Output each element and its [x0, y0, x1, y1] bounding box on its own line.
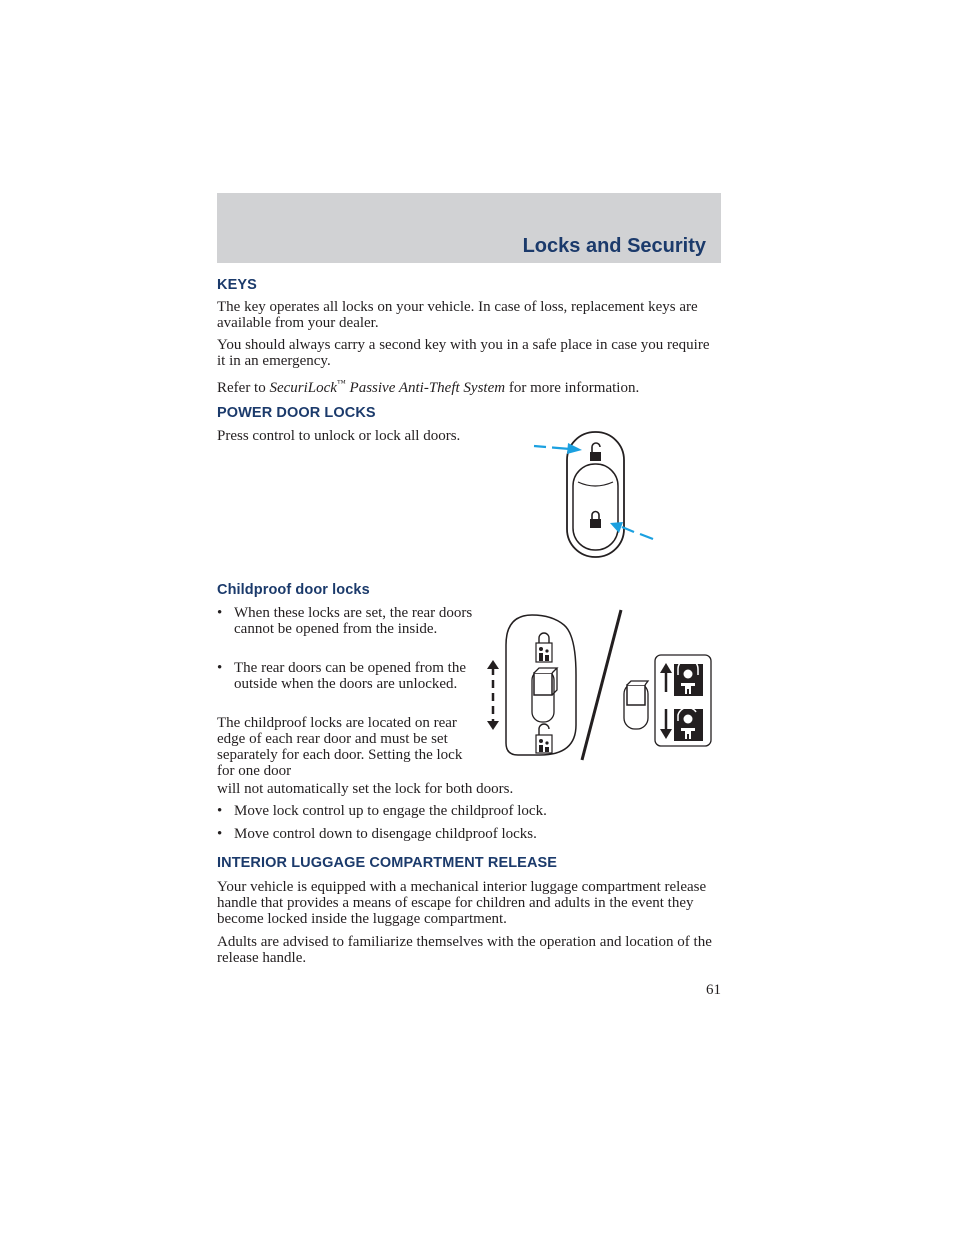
childproof-bullet-4	[217, 826, 734, 842]
keys-paragraph-3	[217, 375, 737, 396]
bullet-dot: •	[217, 826, 223, 842]
up-down-arrow-icon	[487, 660, 499, 730]
anti-theft-text: Passive Anti-Theft System	[345, 380, 506, 396]
bullet-text: Move lock control up to engage the childproof lock.	[234, 803, 547, 819]
bullet-dot: •	[217, 660, 223, 676]
bullet-text: When these locks are set, the rear doors cannot be opened from the inside.	[234, 605, 473, 637]
childproof-paragraph-start: The childproof locks are located on rear edge of each rear door and must be set separately for each door. Setting the lock for one door	[217, 715, 463, 779]
header-band	[217, 193, 721, 263]
page-title: Locks and Security	[522, 235, 706, 257]
bullet-text: Move control down to disengage childproof locks.	[234, 826, 537, 842]
childproof-bullet-2	[217, 660, 489, 692]
trademark-mark: ™	[336, 378, 346, 388]
luggage-paragraph-2: Adults are advised to familiarize themselves with the operation and location of the release handle.	[217, 934, 712, 966]
child-unlocked-icon	[674, 708, 703, 741]
luggage-paragraph-1: Your vehicle is equipped with a mechanical interior luggage compartment release handle that provides a means of escape for children and adults in the event they become locked inside the luggage compartment.	[217, 879, 707, 927]
detail-lever	[624, 681, 648, 729]
childproof-bullet-3	[217, 803, 734, 819]
securilock-text: SecuriLock	[269, 380, 337, 396]
childproof-heading: Childproof door locks	[217, 582, 370, 598]
childproof-paragraph-end: will not automatically set the lock for both doors.	[217, 781, 514, 797]
bullet-text: The rear doors can be opened from the outside when the doors are unlocked.	[234, 660, 466, 692]
keys-heading: KEYS	[217, 277, 257, 293]
luggage-heading: INTERIOR LUGGAGE COMPARTMENT RELEASE	[217, 855, 558, 871]
power-door-lock-illustration	[530, 430, 660, 562]
bullet-dot: •	[217, 803, 223, 819]
bullet-dot: •	[217, 605, 223, 621]
switch-rocker-inner	[573, 464, 618, 550]
power-door-locks-text: Press control to unlock or lock all doors.	[217, 428, 461, 444]
divider-line	[582, 610, 621, 760]
keys-paragraph-2: You should always carry a second key with you in a safe place in case you require it in an emergency.	[217, 337, 710, 369]
power-door-locks-heading: POWER DOOR LOCKS	[217, 405, 376, 421]
keys-paragraph-1: The key operates all locks on your vehicle. In case of loss, replacement keys are available from your dealer.	[217, 299, 698, 331]
childproof-lock-illustration	[480, 605, 720, 765]
keys-p3-prefix: Refer to	[217, 380, 270, 396]
childproof-bullet-1	[217, 605, 489, 637]
child-locked-icon	[674, 659, 703, 696]
keys-p3-suffix: for more information.	[505, 380, 640, 396]
page-number: 61	[706, 982, 721, 998]
